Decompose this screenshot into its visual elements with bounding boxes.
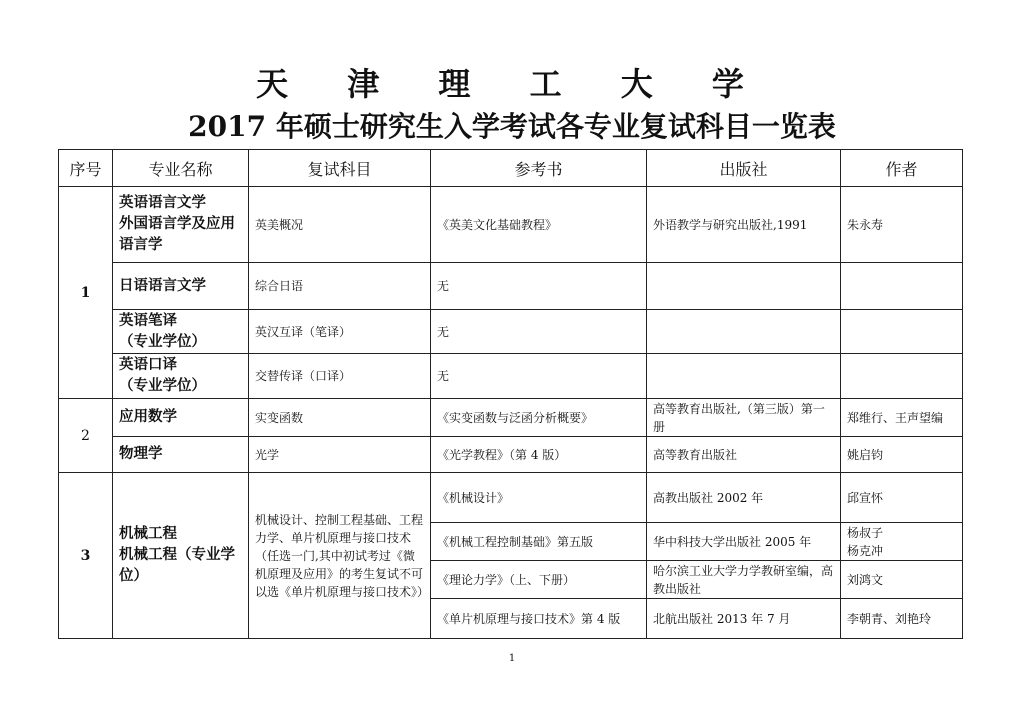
author-cell: 姚启钧 bbox=[841, 437, 963, 473]
author-cell: 李朝青、刘艳玲 bbox=[841, 599, 963, 639]
subject-cell: 机械设计、控制工程基础、工程力学、单片机原理与接口技术 （任选一门,其中初试考过《微机原理及应用》的考生复试不可以选《单片机原理与接口技术》） bbox=[249, 473, 431, 639]
page-number: 1 bbox=[508, 653, 516, 664]
major-cell: 英语语言文学 外国语言学及应用语言学 bbox=[113, 187, 249, 263]
book-cell: 《理论力学》（上、下册） bbox=[431, 561, 647, 599]
publisher-cell: 华中科技大学出版社 2005 年 bbox=[647, 523, 841, 561]
book-cell: 无 bbox=[431, 310, 647, 354]
publisher-cell: 哈尔滨工业大学力学教研室编，高教出版社 bbox=[647, 561, 841, 599]
header-major: 专业名称 bbox=[113, 150, 249, 187]
book-cell: 无 bbox=[431, 354, 647, 399]
header-no: 序号 bbox=[59, 150, 113, 187]
table-row bbox=[59, 473, 963, 523]
publisher-cell: 高等教育出版社 bbox=[647, 437, 841, 473]
table-row bbox=[59, 354, 963, 399]
subjects-table bbox=[58, 149, 963, 639]
major-cell: 英语笔译 （专业学位） bbox=[113, 310, 249, 354]
author-cell: 刘鸿文 bbox=[841, 561, 963, 599]
table-row bbox=[59, 310, 963, 354]
publisher-cell: 北航出版社 2013 年 7 月 bbox=[647, 599, 841, 639]
subject-cell: 英美概况 bbox=[249, 187, 431, 263]
book-cell: 无 bbox=[431, 263, 647, 310]
subject-cell: 综合日语 bbox=[249, 263, 431, 310]
table-row bbox=[59, 263, 963, 310]
row-number: 1 bbox=[59, 187, 113, 399]
book-cell: 《单片机原理与接口技术》第 4 版 bbox=[431, 599, 647, 639]
book-cell: 《光学教程》（第 4 版） bbox=[431, 437, 647, 473]
author-cell: 朱永寿 bbox=[841, 187, 963, 263]
author-cell bbox=[841, 354, 963, 399]
book-cell: 《机械工程控制基础》第五版 bbox=[431, 523, 647, 561]
row-number: 2 bbox=[59, 399, 113, 473]
table-row bbox=[59, 187, 963, 263]
header-publisher: 出版社 bbox=[647, 150, 841, 187]
subject-cell: 交替传译（口译） bbox=[249, 354, 431, 399]
subject-cell: 实变函数 bbox=[249, 399, 431, 437]
table-row bbox=[59, 437, 963, 473]
publisher-cell bbox=[647, 263, 841, 310]
major-cell: 机械工程 机械工程（专业学位） bbox=[113, 473, 249, 639]
publisher-cell: 高教出版社 2002 年 bbox=[647, 473, 841, 523]
publisher-cell: 外语教学与研究出版社,1991 bbox=[647, 187, 841, 263]
publisher-cell: 高等教育出版社,（第三版）第一册 bbox=[647, 399, 841, 437]
major-cell: 物理学 bbox=[113, 437, 249, 473]
subject-cell: 光学 bbox=[249, 437, 431, 473]
author-cell: 邱宣怀 bbox=[841, 473, 963, 523]
row-number: 3 bbox=[59, 473, 113, 639]
book-cell: 《实变函数与泛函分析概要》 bbox=[431, 399, 647, 437]
major-cell: 应用数学 bbox=[113, 399, 249, 437]
author-cell: 杨叔子 杨克冲 bbox=[841, 523, 963, 561]
header-subject: 复试科目 bbox=[249, 150, 431, 187]
document-title: 2017 年硕士研究生入学考试各专业复试科目一览表 bbox=[188, 110, 836, 143]
university-title: 天 津 理 工 大 学 bbox=[256, 65, 768, 103]
book-cell: 《机械设计》 bbox=[431, 473, 647, 523]
table-row bbox=[59, 399, 963, 437]
major-cell: 日语语言文学 bbox=[113, 263, 249, 310]
header-book: 参考书 bbox=[431, 150, 647, 187]
table-header-row bbox=[59, 150, 963, 187]
author-cell: 郑维行、王声望编 bbox=[841, 399, 963, 437]
subject-cell: 英汉互译（笔译） bbox=[249, 310, 431, 354]
publisher-cell bbox=[647, 310, 841, 354]
book-cell: 《英美文化基础教程》 bbox=[431, 187, 647, 263]
major-cell: 英语口译 （专业学位） bbox=[113, 354, 249, 399]
publisher-cell bbox=[647, 354, 841, 399]
author-cell bbox=[841, 310, 963, 354]
author-cell bbox=[841, 263, 963, 310]
header-author: 作者 bbox=[841, 150, 963, 187]
